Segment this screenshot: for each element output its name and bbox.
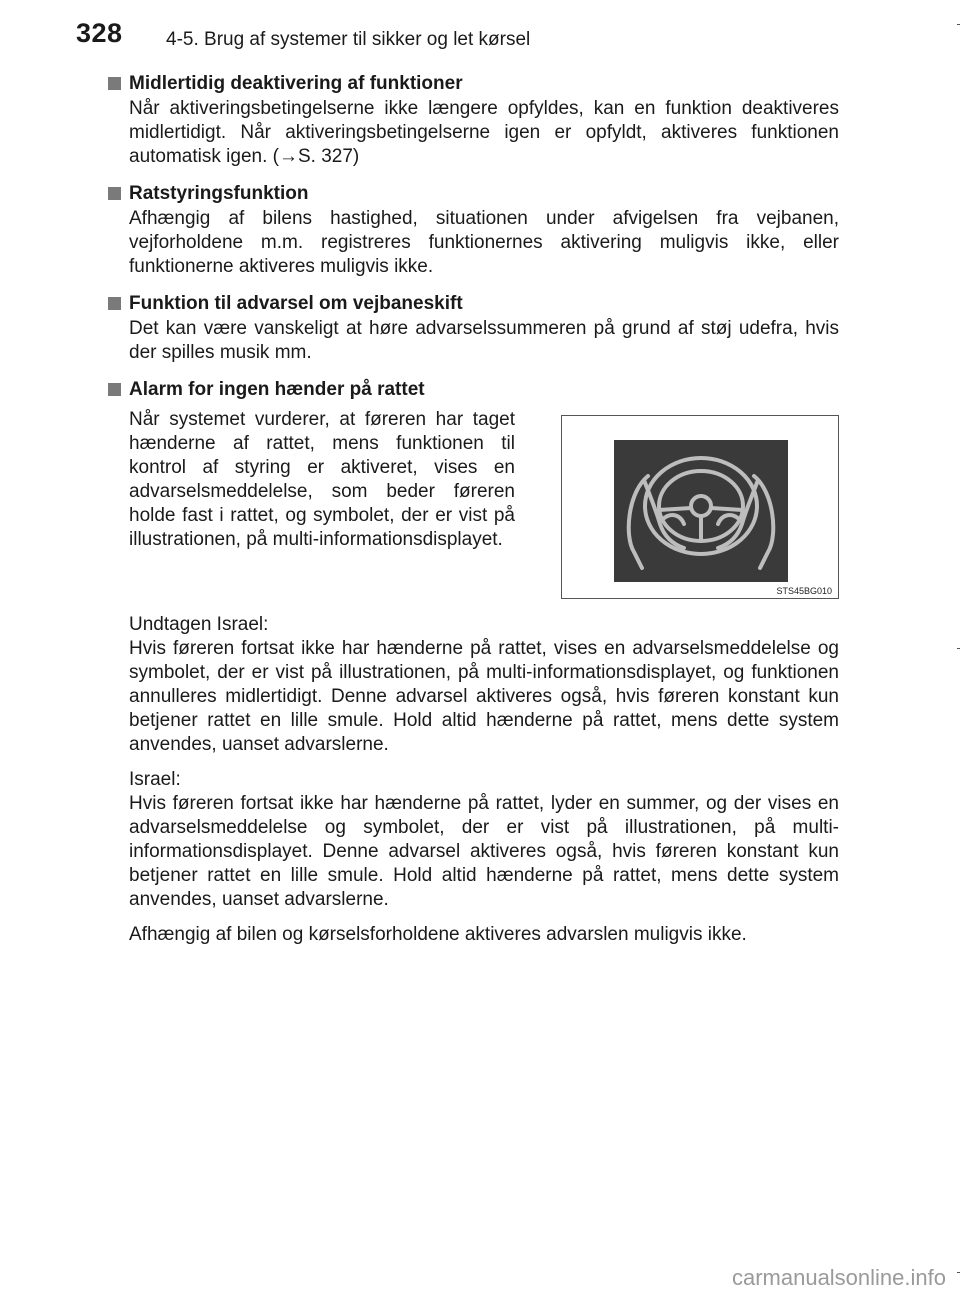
section-heading: Midlertidig deaktivering af funktioner [129,73,463,94]
section-heading: Alarm for ingen hænder på rattet [129,379,425,400]
section-bullet-icon [108,383,121,396]
section-steering-function [108,180,839,279]
page-number: 328 [76,18,123,48]
section-heading: Funktion til advarsel om vejbaneskift [129,293,463,314]
paragraph: Undtagen Israel: Hvis føreren fortsat ikke har hænderne på rattet, vises en advarselsmeddelelse og symbolet, der er vist på illustrationen, på multi-informationsdisplayet, og funktionen annulleres midlertidigt. Denne advarsel aktiveres også, hvis føreren konstant kun betjener rattet en lille smule. Hold altid hænderne på rattet, mens dette system anvendes, uanset advarslerne. [129,614,839,755]
hands-on-steering-wheel-icon [614,440,788,582]
figure-row [129,408,839,599]
illustration [561,415,839,599]
section-lane-departure-warning [108,290,839,365]
paragraph: Israel: Hvis føreren fortsat ikke har hænderne på rattet, lyder en summer, og der vises en advarselsmeddelelse og symbolet, der er vist på illustrationen, på multi-informationsdisplayet. Denne advarsel aktiveres også, hvis føreren konstant kun betjener rattet en lille smule. Hold altid hænderne på rattet, mens dette system anvendes, uanset advarslerne. [129,769,839,910]
display-screen [614,440,788,582]
footer-watermark: carmanualsonline.info [731,1265,946,1290]
paragraph: Afhængig af bilen og kørselsforholdene aktiveres advarslen muligvis ikke. [129,924,747,945]
page-content [108,70,839,958]
paragraph: Afhængig af bilens hastighed, situationen under afvigelsen fra vejbanen, vejforholdene m.m. registreres funktionernes aktivering muligvis ikke, eller funktionerne aktiveres muligvis ikke. [129,208,839,277]
paragraph: Når systemet vurderer, at føreren har taget hænderne af rattet, mens funktionen til kontrol af styring er aktiveret, vises en advarselsmeddelelse, som beder føreren holde fast i rattet, og symbolet, der er vist på illustrationen, på multi-informationsdisplayet. [129,409,515,550]
chapter-title: 4-5. Brug af systemer til sikker og let kørsel [166,29,531,50]
section-bullet-icon [108,187,121,200]
section-hands-off-alarm [108,376,839,947]
figure-code: STS45BG010 [776,586,832,596]
section-bullet-icon [108,77,121,90]
paragraph: Det kan være vanskeligt at høre advarselssummeren på grund af støj udefra, hvis der spilles musik mm. [129,318,839,363]
section-temporary-deactivation [108,70,839,169]
section-bullet-icon [108,297,121,310]
section-heading: Ratstyringsfunktion [129,183,309,204]
paragraph: Når aktiveringsbetingelserne ikke længere opfyldes, kan en funktion deaktiveres midlertidigt. Når aktiveringsbetingelserne igen er opfyldt, aktiveres funktionen automatisk igen. (→S. 327) [129,98,839,167]
